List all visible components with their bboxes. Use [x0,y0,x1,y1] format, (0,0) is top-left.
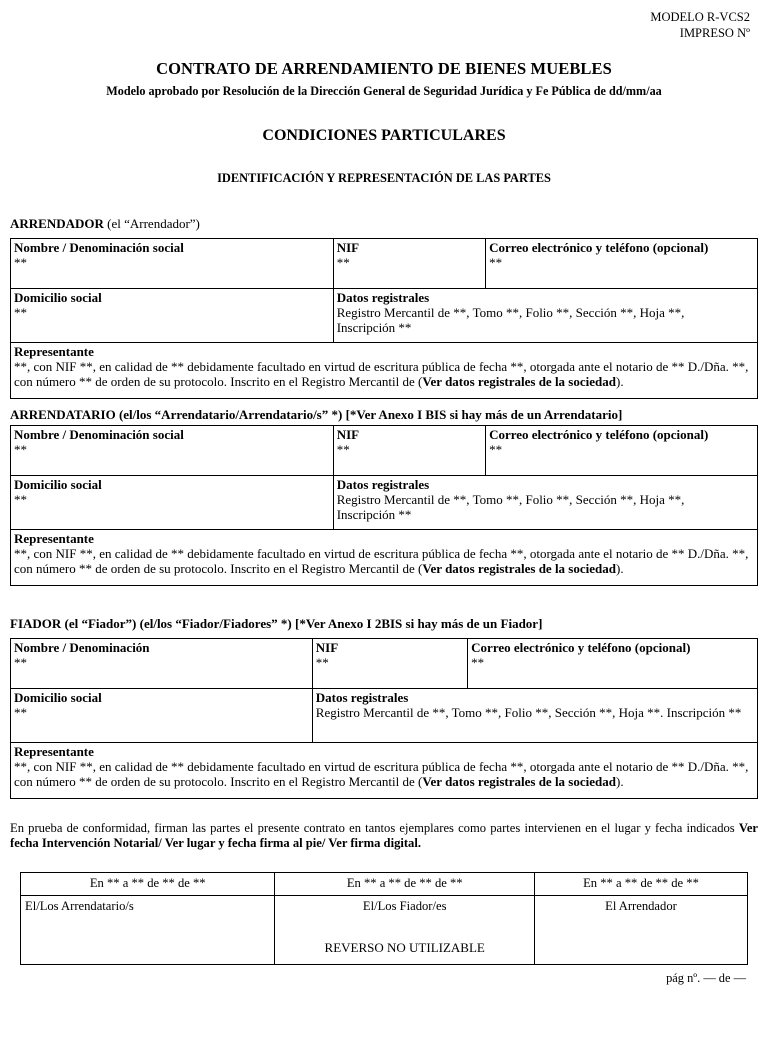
fiador-registrales-line[interactable]: Registro Mercantil de **, Tomo **, Folio **, Sección **, Hoja **. Inscripción ** [315,705,742,721]
fiador-nombre-label: Nombre / Denominación [14,640,150,655]
fiador-nombre-cell [11,639,313,689]
document-codes [10,8,758,41]
arrendador-correo-label: Correo electrónico y teléfono (opcional) [489,240,709,255]
arrendatario-table [10,425,758,586]
representante-part2: ). [615,561,624,577]
arrendatario-nif-label: NIF [336,427,360,442]
arrendador-registrales-line1[interactable]: Registro Mercantil de **, Tomo **, Folio **, Sección **, Hoja **, [336,305,685,321]
table-row [11,426,758,476]
representante-part1: **, con NIF **, en calidad de ** debidamente facultado en virtud de escritura pública de fecha **, otorgada ante el notario de ** D./Dña. **, con número ** de orden de su protocolo. Inscrito en el Registro Mercantil de ( [14,359,749,390]
representante-part1: **, con NIF **, en calidad de ** debidamente facultado en virtud de escritura pública de fecha **, otorgada ante el notario de ** D./Dña. **, con número ** de orden de su protocolo. Inscrito en el Registro Mercantil de ( [14,546,749,577]
sig-arrendador-label: El Arrendador [605,898,677,913]
closing-bold: Ver fecha Intervención Notarial/ Ver lugar y fecha firma al pie/ Ver firma digital. [10,821,758,851]
arrendatario-nombre-label: Nombre / Denominación social [14,427,184,442]
representante-part1: **, con NIF **, en calidad de ** debidamente facultado en virtud de escritura pública de fecha **, otorgada ante el notario de ** D./Dña. **, con número ** de orden de su protocolo. Inscrito en el Registro Mercantil de ( [14,759,749,790]
representante-bold: Ver datos registrales de la sociedad [422,374,616,390]
closing-paragraph [10,821,758,852]
arrendador-registrales-label: Datos registrales [336,290,430,305]
fiador-nif-label: NIF [315,640,339,655]
fiador-nif-value[interactable]: ** [315,655,329,671]
arrendador-nombre-label: Nombre / Denominación social [14,240,184,255]
modelo-code: MODELO R-VCS2 [650,10,750,24]
document-title: CONTRATO DE ARRENDAMIENTO DE BIENES MUEBLES [156,59,612,78]
table-row [11,343,758,399]
arrendatario-domicilio-value[interactable]: ** [14,492,27,508]
arrendador-nif-cell [333,239,485,289]
sig-date-cell-1[interactable]: En ** a ** de ** de ** [21,872,275,895]
arrendador-nif-label: NIF [336,240,360,255]
arrendador-domicilio-cell [11,289,334,343]
arrendatario-nif-value[interactable]: ** [336,442,350,458]
fiador-representante-cell [11,743,758,799]
sig-fiador-cell[interactable] [275,895,535,964]
fiador-correo-value[interactable]: ** [471,655,485,671]
arrendador-table [10,238,758,399]
representante-part2: ). [615,774,624,790]
table-row [11,689,758,743]
fiador-registrales-label: Datos registrales [315,690,409,705]
fiador-representante-label: Representante [14,744,94,759]
fiador-registrales-cell [312,689,757,743]
arrendatario-correo-label: Correo electrónico y teléfono (opcional) [489,427,709,442]
arrendador-correo-value[interactable]: ** [489,255,503,271]
fiador-representante-text[interactable] [14,759,748,789]
arrendatario-domicilio-cell [11,476,334,530]
fiador-correo-label: Correo electrónico y teléfono (opcional) [471,640,691,655]
document-subtitle: Modelo aprobado por Resolución de la Dirección General de Seguridad Jurídica y Fe Pública de dd/mm/aa [106,84,662,98]
closing-normal: En prueba de conformidad, firman las partes el presente contrato en tantos ejemplares como partes intervienen en el lugar y fecha indicados [10,821,739,835]
representante-part2: ). [615,374,624,390]
arrendador-registrales-cell [333,289,757,343]
reverso-notice: REVERSO NO UTILIZABLE [324,939,485,955]
section-title: CONDICIONES PARTICULARES [262,127,506,144]
table-row [21,895,748,964]
arrendatario-heading: ARRENDATARIO (el/los “Arrendatario/Arrendatario/s” *) [*Ver Anexo I BIS si hay más de un Arrendatario] [10,407,623,422]
arrendatario-registrales-line2[interactable]: Inscripción ** [336,507,412,523]
fiador-heading: FIADOR (el “Fiador”) (el/los “Fiador/Fiadores” *) [*Ver Anexo I 2BIS si hay más de un Fiador] [10,616,543,631]
arrendador-heading-bold: ARRENDADOR [10,216,104,231]
table-row [11,530,758,586]
page-footer: pág nº. — de — [666,970,746,985]
fiador-domicilio-value[interactable]: ** [14,705,27,721]
arrendador-representante-label: Representante [14,344,94,359]
arrendador-heading-plain: (el “Arrendador”) [103,216,200,231]
arrendador-nif-value[interactable]: ** [336,255,350,271]
arrendador-nombre-value[interactable]: ** [14,255,27,271]
arrendatario-registrales-cell [333,476,757,530]
arrendador-heading [10,216,758,232]
arrendatario-correo-value[interactable]: ** [489,442,503,458]
fiador-domicilio-cell [11,689,313,743]
signature-block [10,872,758,965]
representante-bold: Ver datos registrales de la sociedad [422,774,616,790]
arrendador-domicilio-value[interactable]: ** [14,305,27,321]
arrendador-correo-cell [486,239,758,289]
arrendatario-representante-cell [11,530,758,586]
fiador-domicilio-label: Domicilio social [14,690,102,705]
impreso-code: IMPRESO Nº [679,25,750,40]
arrendador-representante-cell [11,343,758,399]
fiador-nif-cell [312,639,467,689]
arrendatario-domicilio-label: Domicilio social [14,477,102,492]
sig-arrendador-cell[interactable] [534,895,747,964]
sig-date-cell-2[interactable]: En ** a ** de ** de ** [275,872,535,895]
table-row [11,239,758,289]
arrendatario-representante-label: Representante [14,531,94,546]
signature-table [20,872,748,965]
sig-arrendatario-label: El/Los Arrendatario/s [25,898,134,913]
table-row [11,639,758,689]
fiador-table [10,638,758,799]
parties-title: IDENTIFICACIÓN Y REPRESENTACIÓN DE LAS PARTES [217,171,551,185]
fiador-nombre-value[interactable]: ** [14,655,27,671]
table-row [11,289,758,343]
sig-fiador-label: El/Los Fiador/es [362,898,447,913]
arrendatario-nombre-cell [11,426,334,476]
arrendatario-correo-cell [486,426,758,476]
arrendador-representante-text[interactable] [14,359,748,389]
representante-bold: Ver datos registrales de la sociedad [422,561,616,577]
fiador-correo-cell [468,639,758,689]
sig-arrendatario-cell[interactable] [21,895,275,964]
arrendatario-representante-text[interactable] [14,546,748,576]
sig-date-cell-3[interactable]: En ** a ** de ** de ** [534,872,747,895]
arrendador-registrales-line2[interactable]: Inscripción ** [336,320,412,336]
table-row [21,872,748,895]
arrendador-nombre-cell [11,239,334,289]
arrendatario-nif-cell [333,426,485,476]
table-row [11,476,758,530]
arrendatario-registrales-line1[interactable]: Registro Mercantil de **, Tomo **, Folio **, Sección **, Hoja **, [336,492,685,508]
arrendatario-nombre-value[interactable]: ** [14,442,27,458]
table-row [11,743,758,799]
arrendador-domicilio-label: Domicilio social [14,290,102,305]
arrendatario-registrales-label: Datos registrales [336,477,430,492]
